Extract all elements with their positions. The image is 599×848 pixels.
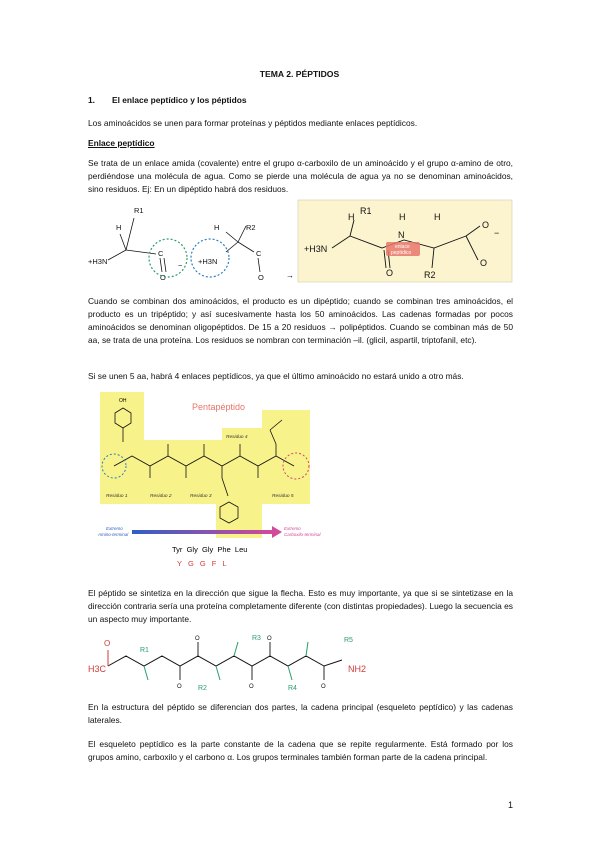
label-r4: R4 (288, 685, 297, 692)
label-r2: R2 (424, 270, 436, 280)
label-r5: R5 (344, 637, 353, 644)
paragraph-enlace: Se trata de un enlace amida (covalente) entre el grupo α-carboxilo de un aminoácido y el grupo α-amino de otro, perdiéndose una molécula de agua. Como se pierde una molécula de agua ya no se denominan aminoácidos, sino residuos. Ej: En un dipéptido habrá dos residuos. (88, 158, 513, 194)
figure-pentapeptide (86, 390, 326, 570)
charge-minus: − (178, 261, 183, 270)
bond-label: peptídico (391, 250, 412, 256)
figure-backbone (86, 628, 386, 700)
residue-label: Residuo 1 (106, 494, 128, 499)
atom-c: C (256, 249, 262, 258)
residue-label: Residuo 5 (272, 494, 294, 499)
label-h3n: +H3N (88, 257, 108, 266)
page-number: 1 (507, 800, 513, 810)
atom-o: O (386, 268, 394, 278)
atom-h: H (214, 223, 220, 232)
direction-arrow (132, 530, 272, 534)
amino-acid-1 (88, 206, 187, 282)
atom-h: H (348, 212, 355, 222)
label-r1: R1 (134, 206, 144, 215)
sequence-three-letter: Tyr Gly Gly Phe Leu (172, 545, 248, 554)
atom-o: O (195, 636, 200, 642)
label-r2: R2 (198, 685, 207, 692)
figure-title: Pentapéptido (192, 402, 246, 412)
paragraph-esqueleto: El esqueleto peptídico es la parte constante de la cadena que se repite regularmente. Está formado por los grupos amino, carboxilo y el carbono α. Los grupos terminales también forman parte de la cadena principal. (88, 739, 513, 762)
atom-o: O (482, 220, 490, 230)
carboxyl-terminal-label: Carboxilo-terminal (284, 532, 321, 537)
section-heading (88, 94, 247, 107)
amino-terminal-label: Extremo (106, 526, 123, 531)
label-h3n: +H3N (304, 244, 328, 254)
paragraph-combinan: Cuando se combinan dos aminoácidos, el producto es un dipéptido; cuando se combinan tres aminoácidos, el producto es un tripéptido; y así sucesivamente hasta los 50 aminoácidos. Las cadenas formadas por pocos aminoácidos se denominan oligopéptidos. De 15 a 20 residuos → polipéptidos. Cuando se combinan más de 50 aa, se trata de una proteína. Los residuos se nombran con terminación –il. (glicil, aspartil, triptofanil, etc). (88, 296, 513, 345)
label-nh2: NH2 (348, 664, 367, 674)
residue-label: Residuo 4 (226, 435, 248, 440)
atom-h: H (399, 212, 406, 222)
label-r3: R3 (252, 635, 261, 642)
charge-minus: − (494, 228, 500, 238)
amino-terminal-label: Amino-terminal (98, 532, 129, 537)
page-title: TEMA 2. PÉPTIDOS (259, 69, 340, 79)
atom-o: O (258, 273, 264, 282)
atom-o: O (267, 636, 272, 642)
residue-label: Residuo 3 (190, 494, 212, 499)
carboxyl-terminal-label: Extremo (284, 526, 301, 531)
atom-o: O (177, 684, 182, 690)
atom-c: C (158, 249, 164, 258)
paragraph-intro: Los aminoácidos se unen para formar proteínas y péptidos mediante enlaces peptídicos. (88, 118, 418, 128)
atom-h: H (116, 223, 122, 232)
atom-o: O (104, 639, 111, 648)
atom-o: O (249, 684, 254, 690)
section-number: 1. (88, 95, 95, 105)
sequence-one-letter: Y G G F L (177, 559, 229, 568)
arrow-icon: → (286, 271, 294, 280)
atom-h: H (434, 212, 441, 222)
section-title: El enlace peptídico y los péptidos (112, 95, 247, 105)
label-oh: OH (119, 398, 127, 404)
label-h3n: +H3N (198, 257, 218, 266)
label-r1: R1 (360, 206, 372, 216)
atom-o: O (321, 684, 326, 690)
label-r2: R2 (246, 223, 256, 232)
label-h3c: H3C (88, 664, 107, 674)
amino-acid-2 (191, 223, 264, 282)
paragraph-estructura: En la estructura del péptido se diferencian dos partes, la cadena principal (esqueleto peptídico) y las cadenas laterales. (88, 702, 513, 725)
figure-dipeptide (86, 196, 516, 286)
atom-o: O (480, 258, 488, 268)
atom-n: N (398, 230, 405, 240)
atom-o: O (160, 273, 166, 282)
residue-label: Residuo 2 (150, 494, 172, 499)
paragraph-sintetiza: El péptido se sintetiza en la dirección que sigue la flecha. Esto es muy importante, ya que si se sintetizase en la dirección contraria sería una proteína completamente diferente (con distintas propiedades). Luego la secuencia es un aspecto muy importante. (88, 588, 513, 624)
label-r1: R1 (140, 647, 149, 654)
paragraph-cinco: Si se unen 5 aa, habrá 4 enlaces peptídicos, ya que el último aminoácido no estará unido a otro más. (88, 371, 464, 381)
residue-highlights (100, 392, 310, 538)
subheading-enlace: Enlace peptídico (88, 138, 155, 148)
bond-label: enlace (395, 244, 410, 250)
